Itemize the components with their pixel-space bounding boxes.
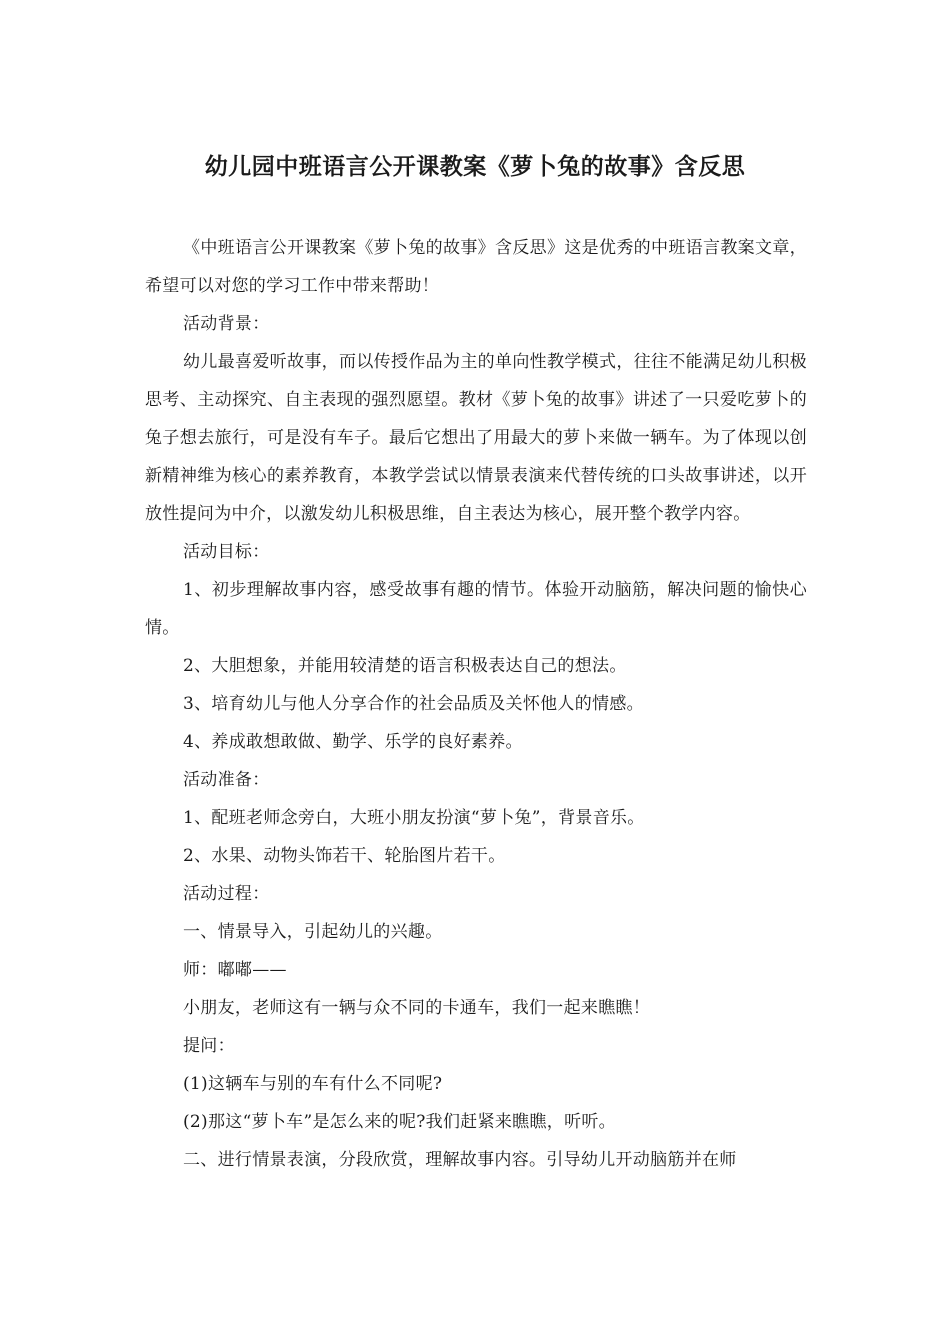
- goal-item-4: 4、养成敢想敢做、勤学、乐学的良好素养。: [183, 732, 523, 752]
- heading-background: 活动背景：: [183, 314, 270, 334]
- question-1: (1)这辆车与别的车有什么不同呢?: [183, 1074, 443, 1094]
- paragraph-background: 幼儿最喜爱听故事，而以传授作品为主的单向性教学模式，往往不能满足幼儿积极思考、主动探究、自主表现的强烈愿望。教材《萝卜兔的故事》讲述了一只爱吃萝卜的兔子想去旅行，可是没有车子。最后它想出了用最大的萝卜来做一辆车。为了体现以创新精神维为核心的素养教育，本教学尝试以情景表演来代替传统的口头故事讲述，以开放性提问为中介，以激发幼儿积极思维，自主表达为核心，展开整个教学内容。: [145, 352, 807, 524]
- heading-preparation: 活动准备：: [183, 770, 270, 790]
- paragraph-intro: 《中班语言公开课教案《萝卜兔的故事》含反思》这是优秀的中班语言教案文章，希望可以对您的学习工作中带来帮助！: [145, 238, 807, 296]
- document-title: 幼儿园中班语言公开课教案《萝卜兔的故事》含反思: [204, 154, 746, 180]
- question-heading: 提问：: [183, 1036, 235, 1056]
- teacher-line: 师：嘟嘟——: [183, 960, 287, 980]
- document-body: [145, 229, 807, 1179]
- preparation-item-2: 2、水果、动物头饰若干、轮胎图片若干。: [183, 846, 506, 866]
- heading-goals: 活动目标：: [183, 542, 270, 562]
- preparation-item-1: 1、配班老师念旁白，大班小朋友扮演“萝卜兔”，背景音乐。: [183, 808, 645, 828]
- goal-item-1: 1、初步理解故事内容，感受故事有趣的情节。体验开动脑筋，解决问题的愉快心情。: [145, 580, 807, 638]
- heading-process: 活动过程：: [183, 884, 270, 904]
- process-step-1: 一、情景导入，引起幼儿的兴趣。: [183, 922, 443, 942]
- goal-item-3: 3、培育幼儿与他人分享合作的社会品质及关怀他人的情感。: [183, 694, 644, 714]
- goal-item-2: 2、大胆想象，并能用较清楚的语言积极表达自己的想法。: [183, 656, 627, 676]
- question-2: (2)那这“萝卜车”是怎么来的呢?我们赶紧来瞧瞧，听听。: [183, 1112, 616, 1132]
- teacher-speech: 小朋友，老师这有一辆与众不同的卡通车，我们一起来瞧瞧！: [183, 998, 651, 1018]
- process-step-2: 二、进行情景表演，分段欣赏，理解故事内容。引导幼儿开动脑筋并在师: [183, 1150, 737, 1170]
